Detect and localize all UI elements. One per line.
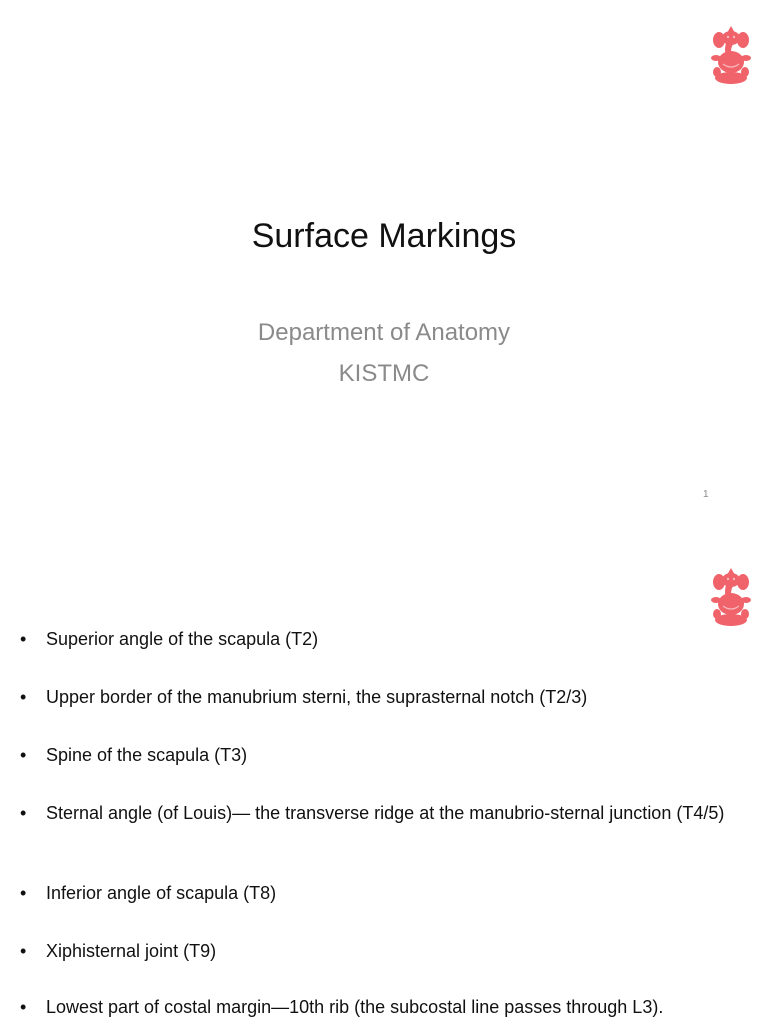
slide-number: 1 xyxy=(703,489,709,500)
ganesha-logo-icon xyxy=(709,24,753,86)
bullet-symbol: • xyxy=(20,883,27,903)
bullet-text: Superior angle of the scapula (T2) xyxy=(46,629,319,649)
slide-subtitle xyxy=(0,312,768,394)
bullet-text: Lowest part of costal margin—10th rib (the subcostal line passes through L3). xyxy=(46,997,664,1017)
bullet-symbol: • xyxy=(20,997,27,1017)
bullet-text: Inferior angle of scapula (T8) xyxy=(46,883,277,903)
bullet-symbol: • xyxy=(20,745,27,765)
ganesha-logo-icon xyxy=(709,566,753,628)
bullet-text: Spine of the scapula (T3) xyxy=(46,745,248,765)
subtitle-institution: KISTMC xyxy=(338,360,430,387)
bullet-symbol: • xyxy=(20,687,27,707)
slide-title: Surface Markings xyxy=(251,217,517,255)
subtitle-department: Department of Anatomy xyxy=(257,319,511,346)
bullet-text: Sternal angle (of Louis)— the transverse ridge at the manubrio-sternal junction (T4/5) xyxy=(46,803,725,823)
bullet-symbol: • xyxy=(20,941,27,961)
bullet-symbol: • xyxy=(20,629,27,649)
bullet-symbol: • xyxy=(20,803,27,823)
content-slide xyxy=(0,540,768,1024)
bullet-text: Upper border of the manubrium sterni, the suprasternal notch (T2/3) xyxy=(46,687,588,707)
bullet-text: Xiphisternal joint (T9) xyxy=(46,941,217,961)
